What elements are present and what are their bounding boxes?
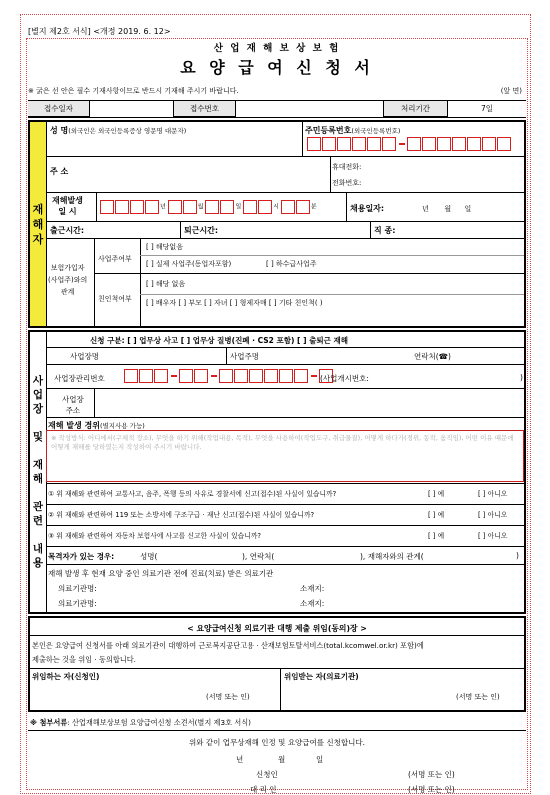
rrn-boxes[interactable] [307, 137, 512, 151]
receipt-no-value[interactable] [236, 101, 384, 117]
detail-hint: ※ 작성방식: 어디에서(구체적 장소), 무엇을 하기 위해(작업내용, 목적), 무엇을 사용하여(작업도구, 취급물질), 어떻게 하다가(경위, 동작, 움직임), 어떤 이유 때문에 어떻게 재해를 당하였는지 작성하여 주시기 바랍니다. [51, 434, 514, 451]
owner-opt-actual[interactable]: [ ] 실제 사업주(동업자포함) [146, 260, 232, 268]
worker-section [28, 120, 526, 328]
insured-label: 보험가입자 (사업주)와의 관계 [48, 264, 88, 296]
consent-section [28, 616, 526, 712]
agent-label: 대 리 인 [250, 785, 277, 794]
hire-date[interactable]: 년 월 일 [422, 205, 472, 213]
open-no-label: (사업개시번호: [320, 374, 369, 383]
page-title: 요 양 급 여 신 청 서 [180, 58, 374, 77]
witness-phone[interactable]: ), 연락처( [242, 552, 275, 561]
hospital1-loc[interactable]: 소재지: [300, 584, 325, 593]
period-value: 7일 [448, 101, 526, 117]
question-insurance-no[interactable]: [ ] 아니오 [478, 532, 508, 540]
receipt-no-label: 접수번호 [174, 101, 236, 117]
open-no-close: ) [520, 373, 523, 382]
detail-label: 재해 발생 경위(별지사용 가능) [48, 421, 145, 430]
delegator-label: 위임하는 자(신청인) [32, 672, 100, 681]
question-119-no[interactable]: [ ] 아니오 [478, 511, 508, 519]
leave-label: 퇴근시간: [184, 226, 219, 235]
rrn-label: 주민등록번호(외국인등록번호) [305, 126, 401, 135]
relative-label: 친인척여부 [98, 295, 132, 303]
attachment-note: ※ 첨부서류: 산업재해보상보험 요양급여신청 소견서(별지 제3호 서식) [30, 718, 251, 727]
company-contact-label: 연락처(☎) [414, 352, 451, 361]
question-119: ② 위 재해와 관련하여 119 또는 소방서에 구조구급 · 재난 신고(접수)된 사실이 있습니까? [48, 511, 315, 519]
declaration-day[interactable]: 일 [316, 755, 324, 764]
page-side: (앞 면) [500, 87, 522, 95]
owner-label: 사업주여부 [98, 255, 132, 263]
delegator-sign[interactable]: (서명 또는 인) [206, 693, 250, 701]
witness-relation[interactable]: ), 재해자와의 관계( [360, 552, 424, 561]
delegatee-label: 위임받는 자(의료기관) [284, 672, 359, 681]
mobile-label: 휴대전화: [332, 163, 362, 171]
phone-label: 전화번호: [332, 179, 362, 187]
addr-label: 사업장 주소 [62, 395, 84, 415]
workplace-section [28, 330, 526, 614]
claim-type[interactable]: 신청 구분: [ ] 업무상 사고 [ ] 업무상 질병(진폐 · CS2 포함) [ ] 출퇴근 재해 [90, 336, 348, 345]
question-insurance-yes[interactable]: [ ] 예 [428, 532, 445, 540]
declaration-month[interactable]: 월 [278, 755, 286, 764]
hire-label: 채용일자: [350, 204, 385, 213]
accident-dt-label: 재해발생 일 시 [52, 196, 83, 216]
worker-side-label: 재 해 자 [30, 122, 47, 326]
owner-opt-none[interactable]: [ ] 해당없음 [146, 243, 183, 251]
consent-text-1: 본인은 요양급여 신청서를 아래 의료기관이 대행하여 근로복지공단고용 · 산재보험토탈서비스(total.kcomwel.or.kr) 포함)에 [32, 641, 424, 650]
agent-sign[interactable]: (서명 또는 인) [408, 785, 455, 794]
delegatee-sign[interactable]: (서명 또는 인) [456, 693, 500, 701]
name-label: 성 명(외국인은 외국인등록증상 영문명 대문자) [50, 126, 187, 135]
job-label: 직 종: [374, 226, 396, 235]
declaration-year[interactable]: 년 [236, 755, 244, 764]
address-label: 주 소 [50, 167, 69, 176]
question-police: ① 위 재해와 관련하여 교통사고, 음주, 폭행 등의 사유로 경찰서에 신고(접수)된 사실이 있습니까? [48, 490, 337, 498]
detail-textarea[interactable] [46, 430, 524, 482]
relative-opt-none[interactable]: [ ] 해당 없음 [146, 280, 186, 288]
declaration-section [28, 730, 526, 794]
period-label: 처리기간 [384, 101, 448, 117]
question-police-no[interactable]: [ ] 아니오 [478, 490, 508, 498]
witness-label: 목격자가 있는 경우: [48, 552, 115, 561]
witness-name[interactable]: 성명( [140, 552, 158, 561]
mgmt-no-boxes[interactable] [124, 369, 334, 383]
owner-opt-sub[interactable]: [ ] 하수급사업주 [266, 260, 317, 268]
commute-label: 출근시간: [50, 226, 85, 235]
workplace-side-label: 사 업 장 및 재 해 관 련 내 용 [30, 332, 47, 612]
applicant-sign[interactable]: (서명 또는 인) [408, 770, 455, 779]
question-119-yes[interactable]: [ ] 예 [428, 511, 445, 519]
applicant-label: 신청인 [256, 770, 278, 779]
required-note: ※ 굵은 선 안은 필수 기재사항이므로 반드시 기재해 주시기 바랍니다. [28, 87, 239, 95]
agency-name: 산 업 재 해 보 상 보 험 [213, 43, 341, 54]
accident-dt-boxes[interactable]: 년 월 일 시 분 [100, 200, 317, 214]
receipt-date-value[interactable] [90, 101, 174, 117]
rrn-field[interactable] [302, 122, 524, 156]
hospital2-loc[interactable]: 소재지: [300, 599, 325, 608]
mgmt-no-label: 사업장관리번호 [54, 374, 105, 383]
hospital1-name[interactable]: 의료기관명: [58, 584, 97, 593]
hospital-head: 재해 발생 후 현재 요양 중인 의료기관 전에 진료(치료) 받은 의료기관 [48, 569, 274, 578]
company-label: 사업장명 [70, 352, 99, 361]
hospital2-name[interactable]: 의료기관명: [58, 599, 97, 608]
question-insurance: ③ 위 재해와 관련하여 자동차 보험사에 사고를 신고한 사실이 있습니까? [48, 532, 261, 540]
consent-text-2: 제출하는 것을 위임 · 동의합니다. [32, 655, 136, 664]
witness-close: ) [516, 551, 519, 560]
form-number: [별지 제2호 서식] <개정 2019. 6. 12> [28, 27, 171, 36]
relative-opt-list[interactable]: [ ] 배우자 [ ] 부모 [ ] 자녀 [ ] 형제자매 [ ] 기타 친인척( ) [146, 299, 323, 307]
declaration-text: 위와 같이 업무상재해 인정 및 요양급여를 신청합니다. [188, 738, 366, 747]
consent-title: < 요양급여신청 의료기관 대행 제출 위임(동의)장 > [187, 624, 367, 633]
question-police-yes[interactable]: [ ] 예 [428, 490, 445, 498]
receipt-row [28, 100, 526, 118]
company-owner-label: 사업주명 [230, 352, 259, 361]
receipt-date-label: 접수일자 [28, 101, 90, 117]
